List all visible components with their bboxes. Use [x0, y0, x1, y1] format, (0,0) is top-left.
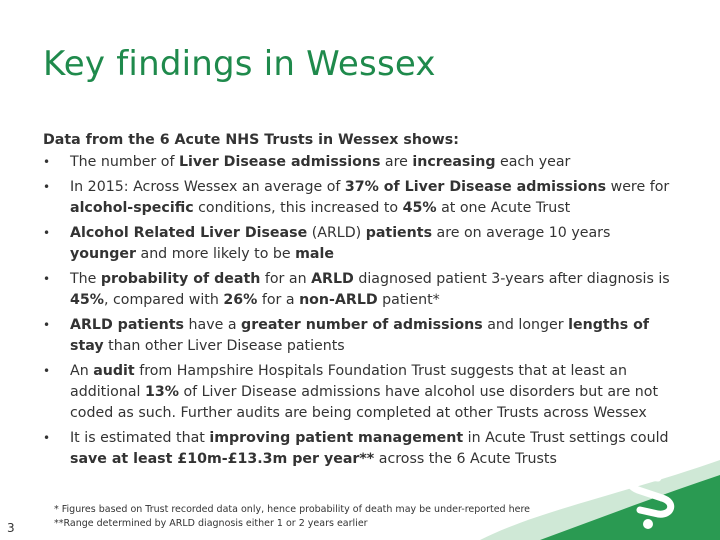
emphasis-text: save at least £10m-£13.3m per year** — [70, 451, 375, 467]
emphasis-text: lengths of stay — [70, 317, 650, 354]
body-text: The number of — [70, 154, 179, 170]
body-text: than other Liver Disease patients — [103, 338, 345, 354]
bullet-marker: • — [43, 272, 51, 286]
body-text: were for — [606, 179, 670, 195]
emphasis-text: male — [295, 246, 334, 262]
findings-list — [43, 152, 673, 470]
body-text: (ARLD) — [307, 225, 366, 241]
bullet-marker: • — [43, 226, 51, 240]
emphasis-text: 37% of Liver Disease admissions — [344, 179, 607, 195]
body-text: of Liver Disease admissions have alcohol use disorders but are not coded as such. Further audits are being completed at other Trusts across Wessex — [70, 384, 659, 421]
slide-title: Key findings in Wessex — [43, 44, 436, 84]
bullet-marker: • — [43, 364, 51, 378]
body-text: have a — [184, 317, 242, 333]
emphasis-text: Alcohol Related Liver Disease — [70, 225, 308, 241]
emphasis-text: 45% — [70, 292, 104, 308]
body-text: , compared with — [103, 292, 224, 308]
emphasis-text: ARLD patients — [70, 317, 184, 333]
body-text: patient* — [377, 292, 440, 308]
footnote-2: **Range determined by ARLD diagnosis either 1 or 2 years earlier — [54, 518, 368, 529]
body-text: from Hampshire Hospitals Foundation Trust suggests that at least an additional — [70, 363, 627, 400]
body-text: The — [70, 271, 101, 287]
emphasis-text: Liver Disease admissions — [178, 154, 381, 170]
body-text: It is estimated that — [70, 430, 210, 446]
body-text: and more likely to be — [135, 246, 296, 262]
wave-decoration — [480, 440, 720, 540]
emphasis-text: patients — [365, 225, 433, 241]
body-text: at one Acute Trust — [436, 200, 571, 216]
slide-content — [43, 130, 673, 474]
page-number: 3 — [7, 521, 15, 535]
body-text: are on average 10 years — [432, 225, 611, 241]
body-text: each year — [495, 154, 571, 170]
finding-item — [43, 269, 673, 311]
emphasis-text: increasing — [412, 154, 496, 170]
emphasis-text: 13% — [144, 384, 179, 400]
footnote-1: * Figures based on Trust recorded data only, hence probability of death may be under-reported here — [54, 504, 531, 515]
emphasis-text: alcohol-specific — [70, 200, 194, 216]
body-text: are — [380, 154, 413, 170]
body-text: conditions, this increased to — [193, 200, 403, 216]
emphasis-text: 45% — [402, 200, 437, 216]
emphasis-text: non-ARLD — [299, 292, 378, 308]
body-text: in Acute Trust settings could — [463, 430, 669, 446]
emphasis-text: ARLD — [311, 271, 354, 287]
bullet-marker: • — [43, 318, 51, 332]
bullet-marker: • — [43, 180, 51, 194]
body-text: across the 6 Acute Trusts — [374, 451, 557, 467]
finding-item — [43, 177, 673, 219]
finding-item — [43, 152, 673, 173]
body-text: for an — [260, 271, 312, 287]
body-text: In 2015: Across Wessex an average of — [70, 179, 345, 195]
intro-text: Data from the 6 Acute NHS Trusts in Wessex shows: — [43, 132, 459, 148]
emphasis-text: improving patient management — [209, 430, 464, 446]
body-text: and longer — [482, 317, 569, 333]
body-text: for a — [257, 292, 300, 308]
body-text: An — [70, 363, 94, 379]
body-text: diagnosed patient 3-years after diagnosis is — [353, 271, 670, 287]
finding-item — [43, 223, 673, 265]
emphasis-text: greater number of admissions — [241, 317, 483, 333]
footnotes — [54, 503, 530, 531]
emphasis-text: audit — [93, 363, 135, 379]
bullet-marker: • — [43, 155, 51, 169]
emphasis-text: younger — [70, 246, 136, 262]
logo-area — [480, 440, 720, 540]
finding-item — [43, 315, 673, 357]
finding-item — [43, 361, 673, 424]
bullet-marker: • — [43, 431, 51, 445]
emphasis-text: 26% — [223, 292, 258, 308]
emphasis-text: probability of death — [100, 271, 261, 287]
